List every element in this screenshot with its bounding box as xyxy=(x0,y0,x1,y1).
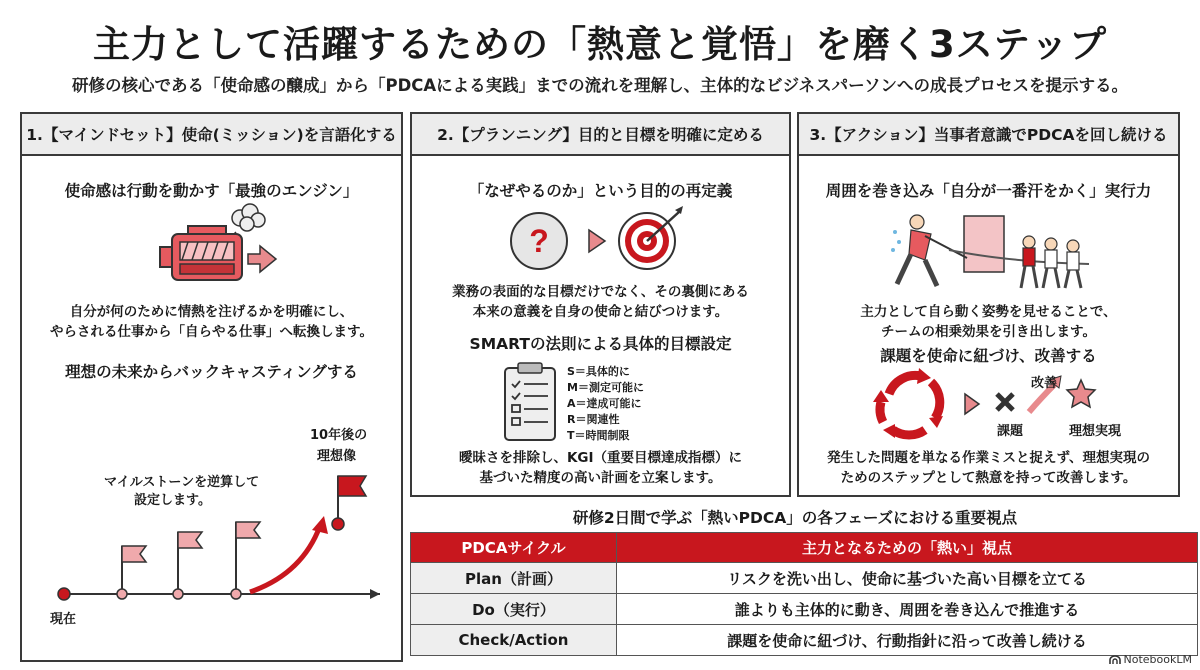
phase-cell: Do（実行） xyxy=(411,594,617,625)
step2-heading2: SMARTの法則による具体的目標設定 xyxy=(469,335,732,353)
target-icon xyxy=(619,206,683,269)
label-issue: 課題 xyxy=(997,424,1024,439)
checklist-icon xyxy=(502,362,558,442)
phase-cell: Check/Action xyxy=(411,625,617,656)
step2-body-line1: 業務の表面的な目標だけでなく、その裏側にある xyxy=(452,284,749,300)
step2-body-line2: 本来の意義を自身の使命と結びつけます。 xyxy=(472,304,729,320)
step3-heading2: 課題を使命に紐づけ、改善する xyxy=(880,347,1097,365)
page-subtitle: 研修の核心である「使命感の醸成」から「PDCAによる実践」までの流れを理解し、主体的なビジネスパーソンへの成長プロセスを提示する。 xyxy=(71,76,1128,95)
smart-item: T＝時間制限 xyxy=(567,429,630,442)
step2-header: 2.【プランニング】目的と目標を明確に定める xyxy=(412,114,789,156)
engine-icon xyxy=(152,202,282,292)
step2-panel xyxy=(410,112,791,497)
cycle-arrows-icon xyxy=(880,375,940,435)
svg-text:?: ? xyxy=(529,223,549,259)
step1-panel xyxy=(20,112,403,662)
team-pull-illustration xyxy=(889,204,1099,294)
table-row xyxy=(411,594,1198,625)
now-marker xyxy=(58,588,70,600)
step3-body2-line2: ためのステップとして熱意を持って改善します。 xyxy=(840,470,1137,486)
view-cell: 誰よりも主体的に動き、周囲を巻き込んで推進する xyxy=(617,594,1198,625)
notebooklm-logo-icon xyxy=(1109,655,1121,665)
view-cell: 課題を使命に紐づけ、行動指針に沿って改善し続ける xyxy=(617,625,1198,656)
smart-item: S＝具体的に xyxy=(567,365,630,378)
milestone-label-line1: マイルストーンを逆算して xyxy=(104,475,260,490)
step3-body2-line1: 発生した問題を単なる作業ミスと捉えず、理想実現の xyxy=(827,450,1150,466)
step1-body-line2: やらされる仕事から「自らやる仕事」へ転換します。 xyxy=(50,324,373,340)
smart-item: A＝達成可能に xyxy=(567,397,642,410)
step3-heading: 周囲を巻き込み「自分が一番汗をかく」実行力 xyxy=(825,182,1152,200)
smart-item: R＝関連性 xyxy=(567,413,620,426)
step3-panel xyxy=(797,112,1180,497)
step1-heading: 使命感は行動を動かす「最強のエンジン」 xyxy=(64,182,359,200)
pdca-table xyxy=(410,532,1198,656)
table-header-row xyxy=(411,533,1198,563)
view-cell: リスクを洗い出し、使命に基づいた高い目標を立てる xyxy=(617,563,1198,594)
question-target-graphic xyxy=(507,206,697,276)
step2-heading: 「なぜやるのか」という目的の再定義 xyxy=(468,182,733,200)
step3-body-line1: 主力として自ら動く姿勢を見せることで、 xyxy=(860,304,1117,320)
issue-x-icon xyxy=(997,394,1013,410)
label-improve: 改善 xyxy=(1031,376,1058,391)
table-caption: 研修2日間で学ぶ「熱いPDCA」の各フェーズにおける重要視点 xyxy=(572,509,1018,527)
step2-body2-line1: 曖昧さを排除し、KGI（重要目標達成指標）に xyxy=(458,450,743,466)
label-ideal: 理想実現 xyxy=(1069,424,1122,439)
table-row xyxy=(411,563,1198,594)
ideal-star-icon xyxy=(1067,380,1095,407)
step3-body-line2: チームの相乗効果を引き出します。 xyxy=(881,324,1096,340)
table-row xyxy=(411,625,1198,656)
step1-heading2: 理想の未来からバックキャスティングする xyxy=(65,363,358,381)
page-title: 主力として活躍するための「熱意と覚悟」を磨く3ステップ xyxy=(92,23,1107,66)
col-header-phase: PDCAサイクル xyxy=(411,533,617,563)
step2-body2-line2: 基づいた精度の高い計画を立案します。 xyxy=(479,470,722,486)
brand-logo xyxy=(1109,653,1192,666)
smart-item: M＝測定可能に xyxy=(567,381,644,394)
step1-body-line1: 自分が何のために情熱を注げるかを明確にし、 xyxy=(69,304,354,320)
future-label-line1: 10年後の xyxy=(310,428,368,443)
brand-name: NotebookLM xyxy=(1123,653,1192,666)
phase-cell: Plan（計画） xyxy=(411,563,617,594)
timeline-graphic xyxy=(42,464,392,604)
smart-list xyxy=(567,364,644,444)
step1-header: 1.【マインドセット】使命(ミッション)を言語化する xyxy=(22,114,401,156)
future-label-line2: 理想像 xyxy=(317,449,357,464)
col-header-view: 主力となるための「熱い」視点 xyxy=(617,533,1198,563)
now-label: 現在 xyxy=(50,612,77,627)
milestone-label-line2: 設定します。 xyxy=(134,493,211,508)
step3-header: 3.【アクション】当事者意識でPDCAを回し続ける xyxy=(799,114,1178,156)
